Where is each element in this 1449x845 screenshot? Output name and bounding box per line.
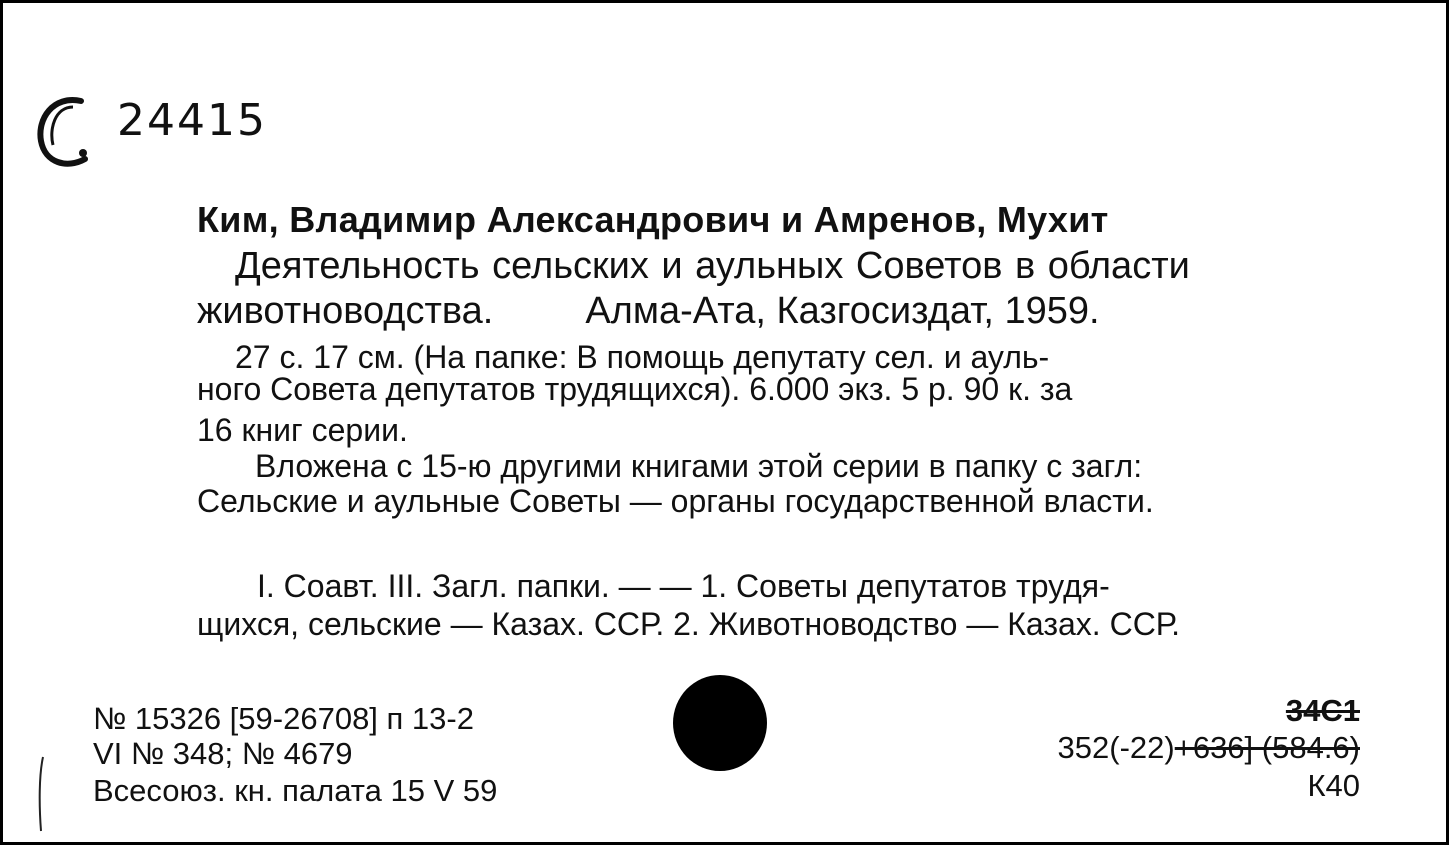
physical-description-line-2: ного Совета депутатов трудящихся). 6.000 экз. 5 р. 90 к. за xyxy=(197,371,1073,407)
registry-line-2: VI № 348; № 4679 xyxy=(93,736,353,771)
index-terms-line-2: щихся, сельские — Казах. ССР. 2. Животноводство — Казах. ССР. xyxy=(197,606,1180,642)
classification-code-main: 352(-22) xyxy=(1057,730,1175,765)
note-line-1: Вложена с 15-ю другими книгами этой серии в папку с загл: xyxy=(255,448,1143,484)
registry-line-3: Всесоюз. кн. палата 15 V 59 xyxy=(93,773,498,808)
classification-code-main-struck: +636] (584.6) xyxy=(1174,730,1360,765)
title-continuation: животноводства. xyxy=(197,290,494,332)
title-line-1: Деятельность сельских и аульных Советов в области xyxy=(235,245,1190,287)
handwritten-accession-number xyxy=(33,89,293,179)
handwritten-number: 24415 xyxy=(117,95,267,146)
registry-line-1: № 15326 [59-26708] п 13-2 xyxy=(93,701,474,736)
author-heading: Ким, Владимир Александрович и Амренов, Мухит xyxy=(197,199,1109,240)
physical-description-line-3: 16 книг серии. xyxy=(197,412,408,448)
note-line-2: Сельские и аульные Советы — органы государственной власти. xyxy=(197,483,1154,519)
classification-code xyxy=(1058,730,1360,766)
index-terms-line-1: I. Соавт. III. Загл. папки. — — 1. Советы депутатов трудя- xyxy=(257,568,1110,604)
physical-description-line-1: 27 с. 17 см. (На папке: В помощь депутату сел. и ауль- xyxy=(235,339,1050,375)
publication-info: Алма-Ата, Казгосиздат, 1959. xyxy=(585,290,1100,332)
margin-pencil-mark-icon xyxy=(37,755,45,833)
author-mark: К40 xyxy=(1307,768,1360,803)
classification-code-struck: 34С1 xyxy=(1285,693,1360,728)
title-line-2 xyxy=(197,290,1100,333)
punched-hole-dot xyxy=(673,675,767,771)
